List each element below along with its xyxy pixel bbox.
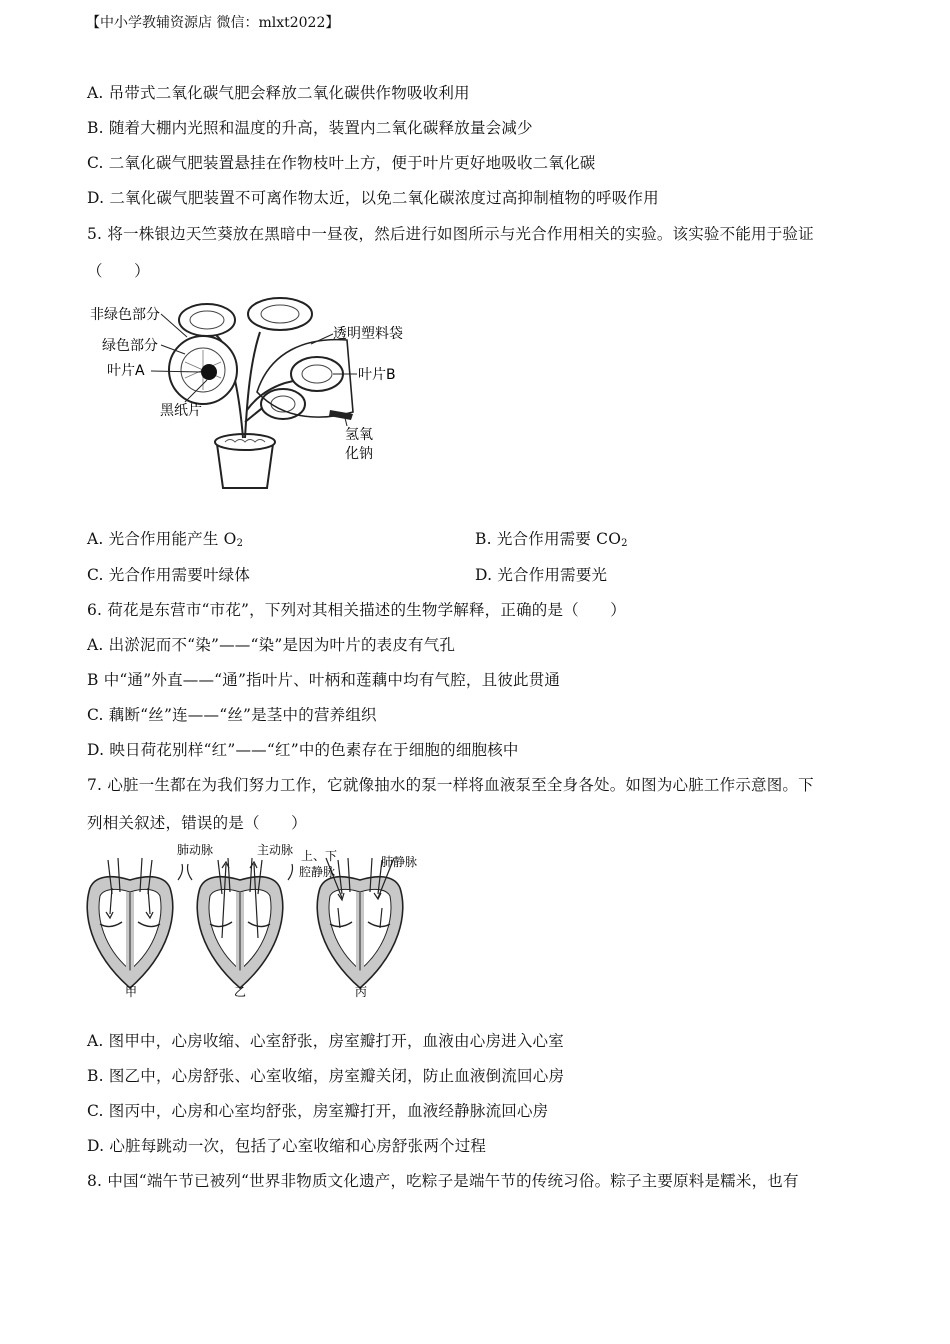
q4-option-b: B. 随着大棚内光照和温度的升高，装置内二氧化碳释放量会减少 [87,119,533,137]
q6-option-d: D. 映日荷花别样“红”——“红”中的色素存在于细胞的细胞核中 [87,741,519,759]
q7-option-c: C. 图丙中，心房和心室均舒张，房室瓣打开，血液经静脉流回心房 [87,1102,549,1120]
label-bing: 丙 [355,985,368,999]
q5-option-a: A. 光合作用能产生 $O_2$ [87,530,244,549]
q5-option-c: C. 光合作用需要叶绿体 [87,566,251,584]
watermark-header: 【中小学教辅资源店 微信：mlxt2022】 [86,15,340,31]
q7-option-d: D. 心脏每跳动一次，包括了心室收缩和心房舒张两个过程 [87,1137,487,1155]
q4-option-c: C. 二氧化碳气肥装置悬挂在作物枝叶上方，便于叶片更好地吸收二氧化碳 [87,154,596,172]
q5-stem: 5. 将一株银边天竺葵放在黑暗中一昼夜，然后进行如图所示与光合作用相关的实验。该实验不能用于验证 [87,225,814,243]
label-black-paper: 黑纸片 [160,403,202,419]
q5-option-d: D. 光合作用需要光 [475,566,608,584]
q5-paren: （ ） [87,262,150,280]
black-paper-patch [201,364,217,380]
q5-option-b: B. 光合作用需要 $CO_2$ [475,530,628,549]
label-naoh-line2: 化钠 [345,446,373,462]
label-leaf-a: 叶片A [107,363,145,379]
geranium-figure [85,292,425,492]
label-pulmonary-vein: 肺静脉 [381,855,418,869]
label-vena-cava-line2: 腔静脉 [299,865,336,879]
q6-option-b: B 中“通”外直——“通”指叶片、叶柄和莲藕中均有气腔，且彼此贯通 [87,671,561,689]
label-pulmonary-artery: 肺动脉 [177,843,214,857]
q7-stem-line2: 列相关叙述，错误的是（ ） [87,814,307,832]
leaf-top [248,298,312,330]
label-plastic-bag: 透明塑料袋 [333,326,403,342]
leaf-top-left [179,304,235,336]
heart-figure [85,840,425,1002]
heart-yi [188,858,293,988]
q6-stem: 6. 荷花是东营市“市花”，下列对其相关描述的生物学解释，正确的是（ ） [87,601,626,619]
label-jia: 甲 [125,985,138,999]
label-leaf-b: 叶片B [358,367,396,383]
heart-jia [85,858,183,988]
q7-option-b: B. 图乙中，心房舒张、心室收缩，房室瓣关闭，防止血液倒流回心房 [87,1067,565,1085]
label-non-green: 非绿色部分 [90,307,160,323]
q8-stem: 8. 中国“端午节已被列“世界非物质文化遗产，吃粽子是端午节的传统习俗。粽子主要原料是糯米，也有 [87,1172,799,1190]
q4-option-d: D. 二氧化碳气肥装置不可离作物太近，以免二氧化碳浓度过高抑制植物的呼吸作用 [87,189,659,207]
q4-option-a: A. 吊带式二氧化碳气肥会释放二氧化碳供作物吸收利用 [87,84,470,102]
q6-option-a: A. 出淤泥而不“染”——“染”是因为叶片的表皮有气孔 [87,636,456,654]
label-yi: 乙 [234,985,247,999]
label-vena-cava-line1: 上、下 [301,849,338,863]
label-green: 绿色部分 [102,338,158,354]
q6-option-c: C. 藕断“丝”连——“丝”是茎中的营养组织 [87,706,377,724]
label-naoh-line1: 氢氧 [345,427,373,443]
q7-stem-line1: 7. 心脏一生都在为我们努力工作，它就像抽水的泵一样将血液泵至全身各处。如图为心脏工作示意图。下 [87,776,814,794]
label-aorta: 主动脉 [257,843,294,857]
stem-top [245,332,260,438]
q7-option-a: A. 图甲中，心房收缩、心室舒张，房室瓣打开，血液由心房进入心室 [87,1032,564,1050]
